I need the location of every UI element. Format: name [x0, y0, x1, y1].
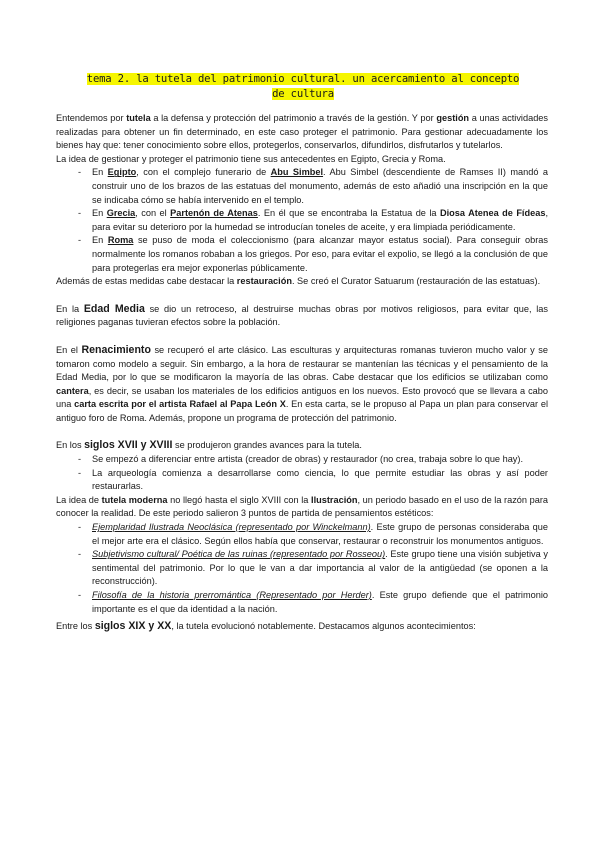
pensamientos-list [56, 521, 548, 616]
siglos-xvii-list [56, 453, 548, 494]
list-item: - Se empezó a diferenciar entre artista (creador de obras) y restaurador (no crea, trabaja sobre lo que hay). [78, 454, 524, 465]
term-tutela-moderna: tutela moderna [101, 494, 168, 505]
list-item-egipto: - En Egipto, con el complejo funerario de Abu Simbel. Abu Simbel (descendiente de Ramses II) mandó a construir uno de los brazos de las estatuas del monumento, además de esto añadió una inscripción en la que se indicaba cómo se había intervenido en el templo. [78, 167, 548, 205]
term-carta-rafael: carta escrita por el artista Rafael al Papa León X [74, 399, 286, 410]
place-egipto: Egipto [107, 167, 137, 178]
term-gestion: gestión [436, 113, 470, 123]
heading-renacimiento: Renacimiento [81, 343, 151, 356]
document-body [56, 112, 548, 634]
statue-atenea: Diosa Atenea de Fídeas [439, 208, 546, 219]
list-item: - Subjetivismo cultural/ Poética de las ruinas (representado por Rosseou). Este grupo tiene una visión subjetiva y sentimental del patrimonio. Por lo que le van a dar importancia al valor de la antigüedad (se oponen a la reconstrucción). [78, 549, 548, 587]
monument-partenon: Partenón de Atenas [170, 208, 258, 219]
pensamiento-title: Ejemplaridad Ilustrada Neoclásica (representado por Winckelmann) [92, 522, 371, 533]
tutela-moderna-paragraph: La idea de tutela moderna no llegó hasta el siglo XVIII con la Ilustración, un periodo basado en el uso de la razón para conocer la realidad. De este periodo salieron 3 puntos de partida de pensamientos estéticos: [56, 494, 549, 519]
page-title: tema 2. la tutela del patrimonio cultural. un acercamiento al concepto de cultura [86, 73, 520, 100]
list-item-grecia: - En Grecia, con el Partenón de Atenas. En él que se encontraba la Estatua de la Diosa Atenea de Fídeas, para evitar su deterioro por la humedad se introducían toneles de aceite, y era limpiada periódicamente. [78, 208, 548, 232]
pensamiento-title: Filosofía de la historia prerromántica (Representado por Herder) [92, 590, 372, 600]
list-item-roma: - En Roma se puso de moda el coleccionismo (para alcanzar mayor estatus social). Para conseguir obras normalmente los romanos robaban a los griegos. Por eso, para evitar el expolio, se llegó a la conclusión de que para protegerlas era mejor exponerlas públicamente. [78, 235, 548, 273]
restauracion-paragraph: Además de estas medidas cabe destacar la restauración. Se creó el Curator Satuarum (restauración de las estatuas). [56, 276, 541, 287]
title-block [78, 72, 528, 101]
renacimiento-paragraph: En el Renacimiento se recuperó el arte clásico. Las esculturas y arquitecturas romanas tuvieron mucho valor y se tomaron como modelo a seguir. Sin embargo, a la hora de restaurar se mantenían las técnicas y el pensamiento de la Edad Media, por lo que se modificaron la mayoría de las obras. Cabe destacar que los edificios se utilizaban como cantera, es decir, se usaban los materiales de los edificios antiguos en los nuevos. Esto provocó que se llevara a cabo una carta escrita por el artista Rafael al Papa León X. En esta carta, se le propuso al Papa un plan para conservar el antiguo foro de Roma. Además, propone un programa de protección del patrimonio. [56, 343, 549, 423]
term-tutela: tutela [126, 113, 151, 123]
monument-abu-simbel: Abu Simbel [270, 167, 324, 178]
place-grecia: Grecia [106, 208, 136, 219]
heading-edad-media: Edad Media [83, 302, 145, 315]
antecedentes-list [56, 166, 548, 275]
place-roma: Roma [107, 235, 134, 246]
term-ilustracion: Ilustración [311, 494, 358, 505]
heading-siglos-xvii: siglos XVII y XVIII [84, 439, 173, 452]
pensamiento-title: Subjetivismo cultural/ Poética de las ruinas (representado por Rosseou) [92, 549, 386, 560]
term-restauracion: restauración [236, 276, 292, 287]
list-item: - La arqueología comienza a desarrollarse como ciencia, lo que permite estudiar las obras y así poder restaurarlas. [78, 467, 548, 492]
edad-media-paragraph: En la Edad Media se dio un retroceso, al destruirse muchas obras por motivos religiosos, para evitar que, las religiones paganas tuvieran efectos sobre la población. [56, 302, 548, 328]
siglos-xvii-paragraph: En los siglos XVII y XVIII se produjeron grandes avances para la tutela. [56, 439, 362, 452]
siglos-xix-paragraph: Entre los siglos XIX y XX, la tutela evolucionó notablemente. Destacamos algunos acontecimientos: [56, 620, 476, 633]
antecedentes-intro: La idea de gestionar y proteger el patrimonio tiene sus antecedentes en Egipto, Grecia y Roma. [56, 153, 446, 164]
list-item: - Filosofía de la historia prerromántica (Representado por Herder). Este grupo defiende que el patrimonio importante es el que da identidad a la nación. [78, 590, 548, 614]
term-cantera: cantera [56, 385, 89, 396]
intro-paragraph: Entendemos por tutela a la defensa y protección del patrimonio a través de la gestión. Y por gestión a unas actividades realizadas para obtener un fin determinado, en este caso proteger el patrimonio. Para gestionar adecuadamente los bienes hay que: tener conocimiento sobre ellos, protegerlos, conservarlos, difundirlos, disfrutarlos y tutelarlos. [56, 113, 549, 151]
list-item: - Ejemplaridad Ilustrada Neoclásica (representado por Winckelmann). Este grupo de personas consideraba que el mejor arte era el clásico. Según ellos había que conservar, restaurar o reconstruir los monumentos antiguos. [78, 522, 548, 546]
heading-siglos-xix: siglos XIX y XX [94, 620, 172, 633]
